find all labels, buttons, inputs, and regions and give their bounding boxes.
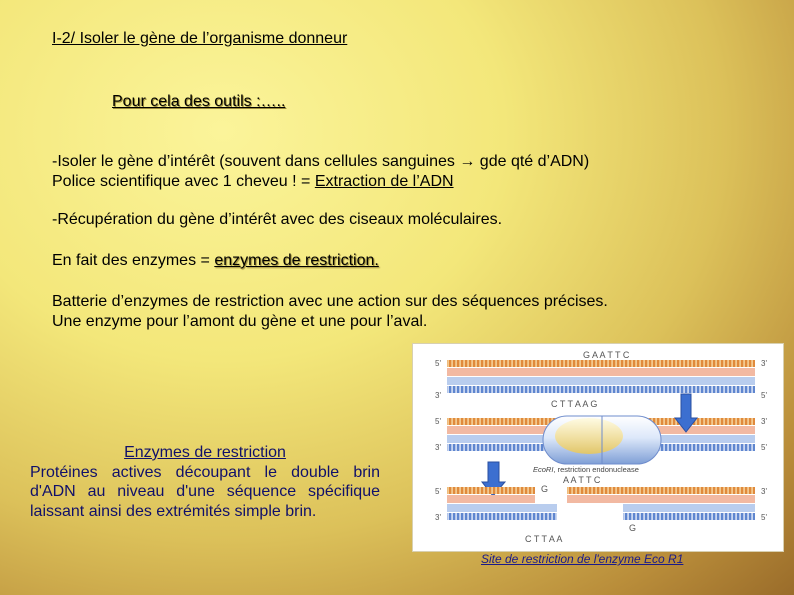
definition-line3: laissant ainsi des extrémités simple brin. xyxy=(30,502,317,520)
definition-box xyxy=(30,443,380,521)
five-prime-label: 5' xyxy=(761,513,767,522)
paragraph-enzymes xyxy=(52,251,379,271)
enzyme-label xyxy=(533,465,639,474)
five-prime-label: 5' xyxy=(435,487,441,496)
g-right: G xyxy=(629,523,637,533)
enzymes-prefix: En fait des enzymes = xyxy=(52,252,215,269)
complement-sequence: C T T A A G xyxy=(551,399,598,409)
three-prime-label: 3' xyxy=(761,359,767,368)
paragraph-extraction-line2 xyxy=(52,172,589,192)
page-title: I-2/ Isoler le gène de l’organisme donneur xyxy=(52,30,348,47)
left-fragment-strand xyxy=(447,487,535,494)
top-strand-bar xyxy=(447,368,755,376)
right-fragment-strand xyxy=(567,487,755,494)
paragraph-extraction-line1: -Isoler le gène d’intérêt (souvent dans cellules sanguines → gde qté d’ADN) xyxy=(52,153,590,170)
paragraph-battery xyxy=(52,292,608,332)
five-prime-label: 5' xyxy=(435,417,441,426)
three-prime-label: 3' xyxy=(435,443,441,452)
enzyme-name: EcoRI xyxy=(533,465,554,474)
definition-line1: Protéines actives découpant le double brin xyxy=(30,463,380,481)
five-prime-label: 5' xyxy=(761,443,767,452)
left-fragment-strand xyxy=(447,513,557,520)
paragraph-extraction xyxy=(52,152,589,192)
right-fragment-bar xyxy=(623,504,755,512)
top-sequence: G A A T T C xyxy=(583,350,630,360)
cut-sequence-bottom: C T T A A xyxy=(525,534,563,544)
top-strand xyxy=(447,360,755,367)
figure-caption: Site de restriction de l'enzyme Eco R1 xyxy=(481,552,684,566)
three-prime-label: 3' xyxy=(761,487,767,496)
paragraph-battery-line2: Une enzyme pour l’amont du gène et une pour l’aval. xyxy=(52,313,428,330)
five-prime-label: 5' xyxy=(435,359,441,368)
right-fragment-strand xyxy=(623,513,755,520)
bottom-strand-bar xyxy=(447,377,755,385)
definition-line2: d'ADN au niveau d'une séquence spécifique xyxy=(30,483,380,500)
cut-sequence-top: A A T T C xyxy=(563,475,601,485)
ecori-enzyme-core xyxy=(555,418,623,454)
five-prime-label: 5' xyxy=(761,391,767,400)
bottom-strand xyxy=(447,386,755,393)
extraction-link: Extraction de l’ADN xyxy=(314,173,454,190)
left-fragment-bar xyxy=(447,495,535,503)
paragraph-battery-line1: Batterie d’enzymes de restriction avec une action sur des séquences précises. xyxy=(52,293,608,310)
three-prime-label: 3' xyxy=(761,417,767,426)
paragraph-scissors: -Récupération du gène d’intérêt avec des ciseaux moléculaires. xyxy=(52,211,503,228)
three-prime-label: 3' xyxy=(435,391,441,400)
police-text: Police scientifique avec 1 cheveu ! = xyxy=(52,173,315,190)
left-fragment-bar xyxy=(447,504,557,512)
subtitle: Pour cela des outils :….. xyxy=(112,93,286,110)
three-prime-label: 3' xyxy=(435,513,441,522)
g-left: G xyxy=(541,484,549,494)
restriction-diagram xyxy=(413,344,783,551)
enzymes-term: enzymes de restriction. xyxy=(214,252,379,269)
right-fragment-bar xyxy=(567,495,755,503)
enzyme-description: , restriction endonuclease xyxy=(553,465,639,474)
restriction-figure xyxy=(412,343,784,552)
definition-title: Enzymes de restriction xyxy=(124,444,286,461)
